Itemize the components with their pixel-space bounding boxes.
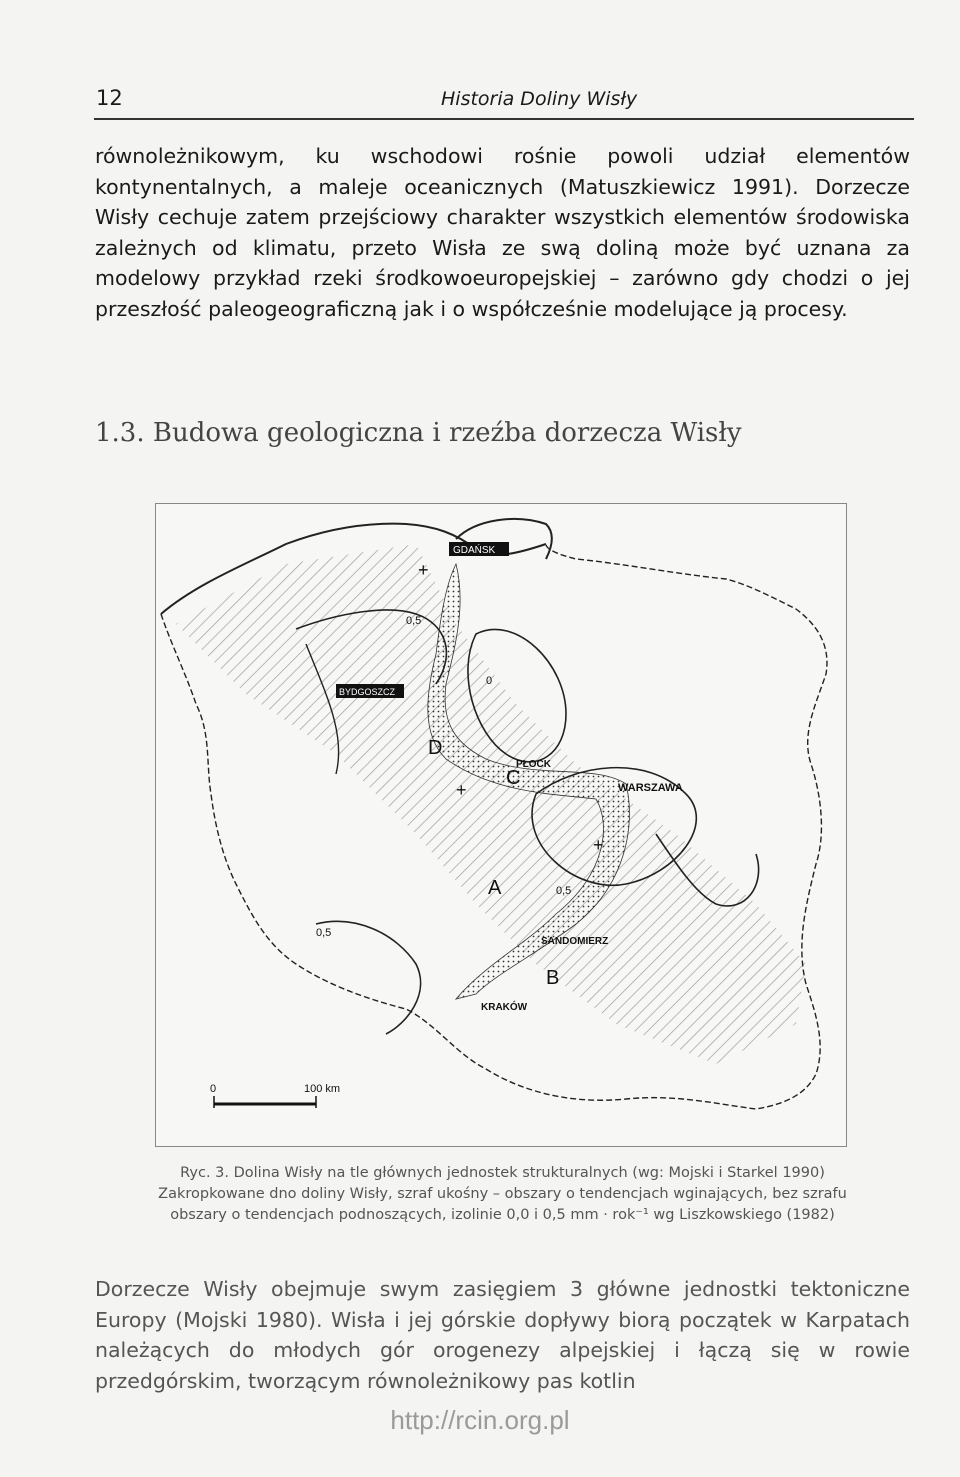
caption-line: Zakropkowane dno doliny Wisły, szraf ukośny – obszary o tendencjach wginających, bez szrafu [158,1186,847,1202]
scale-label-distance: 100 km [304,1083,341,1095]
page-number: 12 [96,86,123,110]
section-heading: 1.3. Budowa geologiczna i rzeźba dorzecza Wisły [95,418,742,448]
city-label-plock: PŁOCK [516,759,551,770]
caption-line: obszary o tendencjach podnoszących, izolinie 0,0 i 0,5 mm · rok⁻¹ wg Liszkowskiego (1982) [170,1207,835,1223]
scale-label-zero: 0 [210,1083,217,1095]
city-label-gdansk: GDAŃSK [453,545,496,556]
valley-segment-letter: C [506,767,521,789]
figure-caption [95,1163,910,1226]
valley-segment-letter: D [428,737,443,759]
running-title: Historia Doliny Wisły [441,88,638,110]
city-label-bydgoszcz: BYDGOSZCZ [339,687,396,697]
city-label-sandomierz: SANDOMIERZ [541,936,609,947]
isoline-value: 0,5 [556,885,572,897]
city-label-krakow: KRAKÓW [481,1002,528,1013]
paragraph-first: równoleżnikowym, ku wschodowi rośnie powoli udział elementów kontynentalnych, a maleje oceanicznych (Matuszkiewicz 1991). Dorzecze Wisły cechuje zatem przejściowy charakter wszystkich elementów środowiska zależnych od klimatu, przeto Wisła ze swą doliną może być uznana za modelowy przykład rzeki środkowoeuropejskiej – zarówno gdy chodzi o jej przeszłość paleogeograficzną jak i o współcześnie modelujące ją procesy. [95,144,910,321]
paragraph-second: Dorzecze Wisły obejmuje swym zasięgiem 3 główne jednostki tektoniczne Europy (Mojski 1980). Wisła i jej górskie dopływy biorą początek w Karpatach należących do młodych gór orogenezy alpejskiej i łączą się w rowie przedgórskim, tworzącym równoleżnikowy pas kotlin [95,1277,910,1393]
header-rule [94,118,914,120]
map-svg [156,504,846,1146]
uplift-marker: + [593,835,604,855]
uplift-marker: + [456,780,467,800]
valley-segment-letter: A [488,877,502,899]
caption-line: Ryc. 3. Dolina Wisły na tle głównych jednostek strukturalnych (wg: Mojski i Starkel 1990) [180,1165,825,1181]
isoline-value: 0,5 [406,615,422,627]
footer-url[interactable]: http://rcin.org.pl [390,1405,570,1435]
isoline [316,921,421,1034]
valley-segment-letter: B [546,967,560,989]
isoline-value: 0 [486,675,493,687]
city-label-warszawa: WARSZAWA [618,782,683,794]
map-figure [155,503,847,1147]
isoline-value: 0,5 [316,927,332,939]
uplift-marker: + [418,560,429,580]
subsidence-zone [176,544,806,1064]
